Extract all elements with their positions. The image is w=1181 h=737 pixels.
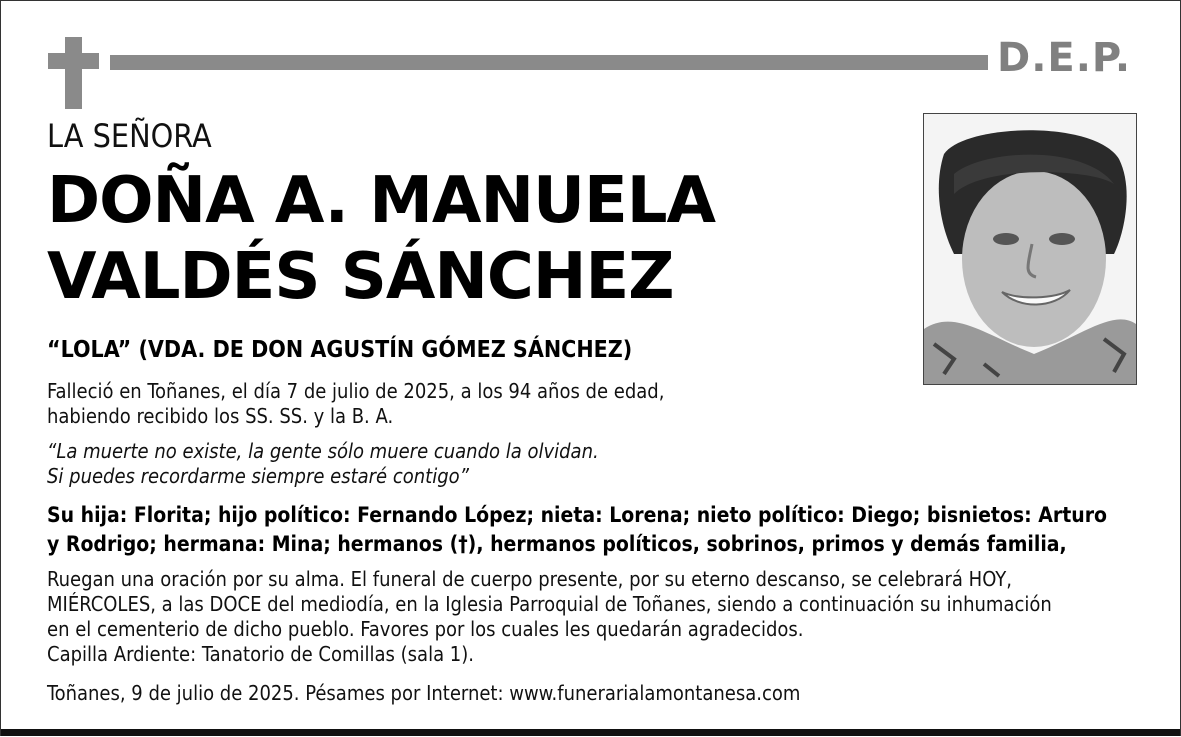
name-line-2: VALDÉS SÁNCHEZ <box>47 240 674 314</box>
death-line-1: Falleció en Toñanes, el día 7 de julio de 2025, a los 94 años de edad, <box>47 379 665 403</box>
funeral-line-3: en el cementerio de dicho pueblo. Favores por los cuales les quedarán agradecidos. <box>47 617 804 641</box>
bottom-border <box>1 729 1180 736</box>
quote-line-1: “La muerte no existe, la gente sólo muere cuando la olvidan. <box>47 439 599 463</box>
death-line-2: habiendo recibido los SS. SS. y la B. A. <box>47 404 394 428</box>
funeral-line-4: Capilla Ardiente: Tanatorio de Comillas (sala 1). <box>47 642 474 666</box>
family-list <box>47 501 1107 559</box>
quote-line-2: Si puedes recordarme siempre estaré contigo” <box>47 464 469 488</box>
cross-icon <box>65 37 82 109</box>
header-rule <box>110 55 988 70</box>
cross-icon-bar <box>48 53 99 69</box>
name-line-1: DOÑA A. MANUELA <box>47 164 715 238</box>
death-notice <box>47 379 664 429</box>
memorial-quote <box>47 439 599 489</box>
family-line-1: Su hija: Florita; hijo político: Fernando López; nieta: Lorena; nieto político: Diego; bisnietos: Arturo <box>47 503 1108 527</box>
nickname: “LOLA” (VDA. DE DON AGUSTÍN GÓMEZ SÁNCHEZ) <box>47 337 633 363</box>
deceased-name <box>47 163 715 315</box>
funeral-line-1: Ruegan una oración por su alma. El funeral de cuerpo presente, por su eterno descanso, se celebrará HOY, <box>47 567 1012 591</box>
salutation: LA SEÑORA <box>47 117 212 155</box>
family-line-2: y Rodrigo; hermana: Mina; hermanos (†), hermanos políticos, sobrinos, primos y demás familia, <box>47 532 1067 556</box>
funeral-details <box>47 567 1052 667</box>
footer-line: Toñanes, 9 de julio de 2025. Pésames por Internet: www.funerarialamontanesa.com <box>47 681 801 705</box>
portrait-photo <box>923 113 1137 385</box>
funeral-line-2: MIÉRCOLES, a las DOCE del mediodía, en la Iglesia Parroquial de Toñanes, siendo a continuación su inhumación <box>47 592 1052 616</box>
dep-label: D.E.P. <box>997 35 1132 81</box>
